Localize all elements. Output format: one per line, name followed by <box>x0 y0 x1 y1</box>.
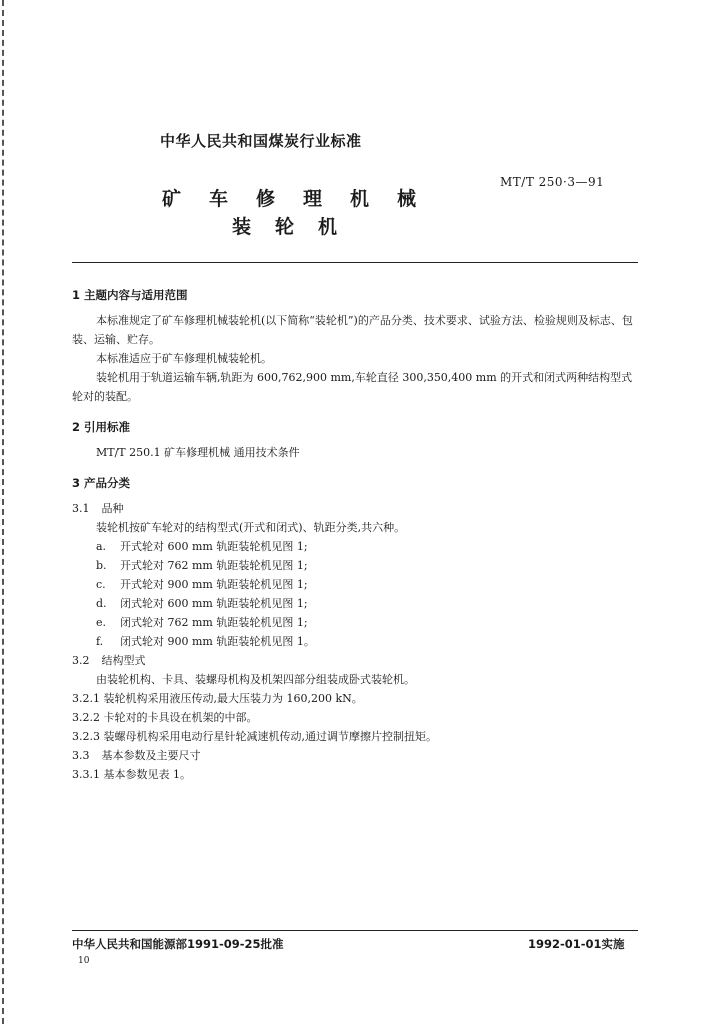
document-title-line1: 矿车修理机械 <box>162 188 445 210</box>
page-number: 10 <box>78 956 90 966</box>
clause-3-2-2: 3.2.2 卡轮对的卡具设在机架的中部。 <box>72 711 258 724</box>
section-1-para-3: 装轮机用于轨道运输车辆,轨距为 600,762,900 mm,车轮直径 300,350,400 mm 的开式和闭式两种结构型式轮对的装配。 <box>72 371 633 403</box>
list-item: b. 开式轮对 762 mm 轨距装轮机见图 1; <box>96 559 308 572</box>
clause-3-2-1: 3.2.1 装轮机构采用液压传动,最大压装力为 160,200 kN。 <box>72 692 363 705</box>
clause-3-2 <box>72 651 640 670</box>
clause-3-1-number: 3.1 <box>72 502 90 515</box>
clause-3-3-1: 3.3.1 基本参数见表 1。 <box>72 768 191 781</box>
clause-3-3: 3.3 基本参数及主要尺寸 <box>72 749 201 762</box>
clause-3-2-number: 3.2 <box>72 654 90 667</box>
list-item: f. 闭式轮对 900 mm 轨距装轮机见图 1。 <box>96 635 315 648</box>
clause-3-2-text: 由装轮机构、卡具、装螺母机构及机架四部分组装成卧式装轮机。 <box>96 673 415 686</box>
section-1-para-2: 本标准适应于矿车修理机械装轮机。 <box>96 352 272 365</box>
variety-list <box>72 537 640 651</box>
implementation-date: 1992-01-01实施 <box>528 937 625 951</box>
clause-3-1-title: 品种 <box>101 502 124 515</box>
approval-statement: 中华人民共和国能源部1991-09-25批准 <box>72 937 284 951</box>
section-2-heading: 2 引用标准 <box>72 420 131 434</box>
section-1-heading: 1 主题内容与适用范围 <box>72 288 188 302</box>
list-item: c. 开式轮对 900 mm 轨距装轮机见图 1; <box>96 578 308 591</box>
footer-divider <box>72 930 638 931</box>
section-2-reference: MT/T 250.1 矿车修理机械 通用技术条件 <box>96 446 300 459</box>
clause-3-2-3: 3.2.3 装螺母机构采用电动行星针轮减速机传动,通过调节摩擦片控制扭矩。 <box>72 730 437 743</box>
standard-org-title: 中华人民共和国煤炭行业标准 <box>160 132 362 150</box>
section-3-heading: 3 产品分类 <box>72 476 131 490</box>
standard-code: MT/T 250·3—91 <box>500 175 605 189</box>
header-divider <box>72 262 638 263</box>
document-body <box>72 286 640 784</box>
list-item: e. 闭式轮对 762 mm 轨距装轮机见图 1; <box>96 616 308 629</box>
clause-3-1 <box>72 499 640 518</box>
clause-3-2-title: 结构型式 <box>101 654 146 667</box>
clause-3-1-text: 装轮机按矿车轮对的结构型式(开式和闭式)、轨距分类,共六种。 <box>96 521 406 534</box>
list-item: d. 闭式轮对 600 mm 轨距装轮机见图 1; <box>96 597 308 610</box>
list-item: a. 开式轮对 600 mm 轨距装轮机见图 1; <box>96 540 308 553</box>
section-1-para-1: 本标准规定了矿车修理机械装轮机(以下简称“装轮机”)的产品分类、技术要求、试验方法、检验规则及标志、包装、运输、贮存。 <box>72 314 633 346</box>
document-title-line2: 装轮机 <box>232 216 362 238</box>
punch-border <box>2 0 4 1024</box>
